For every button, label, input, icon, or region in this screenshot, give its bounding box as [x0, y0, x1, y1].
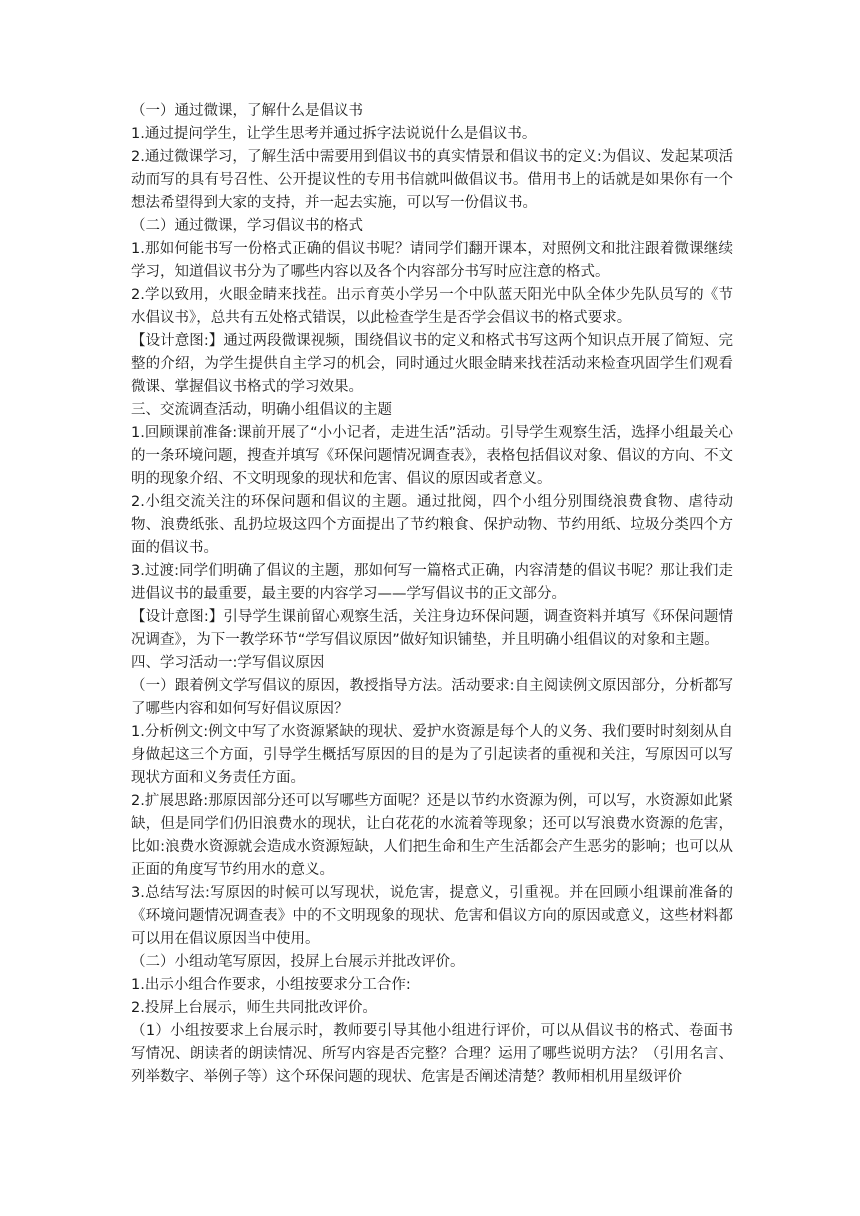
paragraph: 1.出示小组合作要求，小组按要求分工合作: [131, 977, 411, 993]
paragraph: （一）通过微课，了解什么是倡议书 [131, 103, 363, 119]
paragraph: 1.那如何能书写一份格式正确的倡议书呢？请同学们翻开课本，对照例文和批注跟着微课继续学习，知道倡议书分为了哪些内容以及各个内容部分书写时应注意的格式。 [131, 241, 733, 280]
paragraph: 【设计意图:】引导学生课前留心观察生活，关注身边环保问题，调查资料并填写《环保问题情况调查》，为下一教学环节“学写倡议原因”做好知识铺垫，并且明确小组倡议的对象和主题。 [131, 609, 733, 648]
document-body [131, 100, 733, 1089]
paragraph: 1.分析例文:例文中写了水资源紧缺的现状、爱护水资源是每个人的义务、我们要时时刻刻从自身做起这三个方面，引导学生概括写原因的目的是为了引起读者的重视和关注，写原因可以写现状方面和义务责任方面。 [131, 724, 733, 786]
paragraph: 3.总结写法:写原因的时候可以写现状，说危害，提意义，引重视。并在回顾小组课前准备的《环境问题情况调查表》中的不文明现象的现状、危害和倡议方向的原因或意义，这些材料都可以用在倡议原因当中使用。 [131, 885, 733, 947]
paragraph: 2.扩展思路:那原因部分还可以写哪些方面呢？还是以节约水资源为例，可以写，水资源如此紧缺，但是同学们仍旧浪费水的现状，让白花花的水流着等现象；还可以写浪费水资源的危害，比如:浪费水资源就会造成水资源短缺，人们把生命和生产生活都会产生恶劣的影响；也可以从正面的角度写节约用水的意义。 [131, 793, 733, 878]
paragraph: （二）通过微课，学习倡议书的格式 [131, 218, 363, 234]
paragraph: （二）小组动笔写原因，投屏上台展示并批改评价。 [131, 954, 465, 970]
paragraph: 1.回顾课前准备:课前开展了“小小记者，走进生活”活动。引导学生观察生活，选择小组最关心的一条环境问题，搜查并填写《环保问题情况调查表》，表格包括倡议对象、倡议的方向、不文明的现象介绍、不文明现象的现状和危害、倡议的原因或者意义。 [131, 425, 733, 487]
paragraph: （1）小组按要求上台展示时，教师要引导其他小组进行评价，可以从倡议书的格式、卷面书写情况、朗读者的朗读情况、所写内容是否完整？合理？运用了哪些说明方法？（引用名言、列举数字、举例子等）这个环保问题的现状、危害是否阐述清楚？教师相机用星级评价 [131, 1023, 733, 1085]
paragraph: 1.通过提问学生，让学生思考并通过拆字法说说什么是倡议书。 [131, 126, 537, 142]
paragraph: 3.过渡:同学们明确了倡议的主题，那如何写一篇格式正确，内容清楚的倡议书呢？那让我们走进倡议书的最重要，最主要的内容学习——学写倡议书的正文部分。 [131, 563, 733, 602]
paragraph: 2.小组交流关注的环保问题和倡议的主题。通过批阅，四个小组分别围绕浪费食物、虐待动物、浪费纸张、乱扔垃圾这四个方面提出了节约粮食、保护动物、节约用纸、垃圾分类四个方面的倡议书。 [131, 494, 733, 556]
paragraph: 2.学以致用，火眼金睛来找茬。出示育英小学另一个中队蓝天阳光中队全体少先队员写的《节水倡议书》，总共有五处格式错误，以此检查学生是否学会倡议书的格式要求。 [131, 287, 733, 326]
paragraph: （一）跟着例文学写倡议的原因，教授指导方法。活动要求:自主阅读例文原因部分，分析都写了哪些内容和如何写好倡议原因？ [131, 678, 733, 717]
paragraph: 2.通过微课学习，了解生活中需要用到倡议书的真实情景和倡议书的定义:为倡议、发起某项活动而写的具有号召性、公开提议性的专用书信就叫做倡议书。借用书上的话就是如果你有一个想法希望得到大家的支持，并一起去实施，可以写一份倡议书。 [131, 149, 733, 211]
paragraph: 2.投屏上台展示，师生共同批改评价。 [131, 1000, 377, 1016]
paragraph: 【设计意图:】通过两段微课视频，围绕倡议书的定义和格式书写这两个知识点开展了简短、完整的介绍，为学生提供自主学习的机会，同时通过火眼金睛来找茬活动来检查巩固学生们观看微课、掌握倡议书格式的学习效果。 [131, 333, 733, 395]
paragraph: 四、学习活动一:学写倡议原因 [131, 655, 325, 671]
paragraph: 三、交流调查活动，明确小组倡议的主题 [131, 402, 392, 418]
